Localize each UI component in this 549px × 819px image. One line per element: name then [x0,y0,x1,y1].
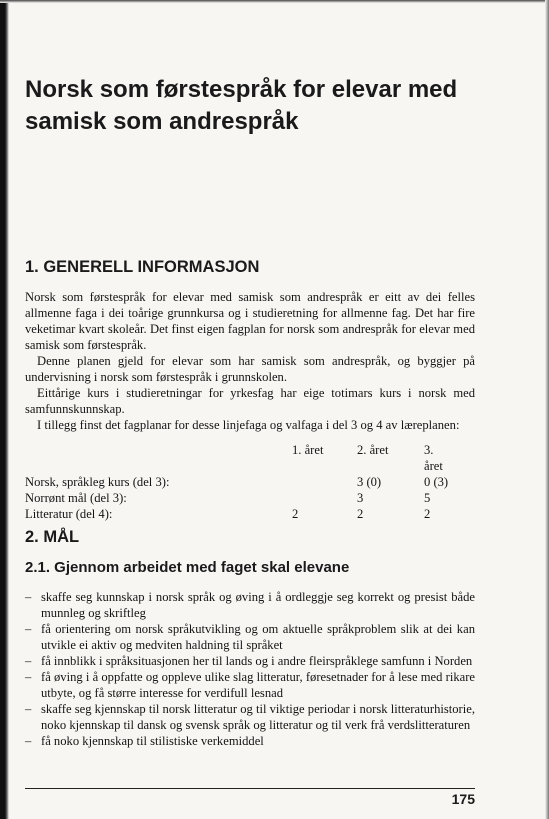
paragraph: I tillegg finst det fagplanar for desse linjefaga og valfaga i del 3 og 4 av læreplanen: [37,418,460,432]
section-heading-goals: 2. MÅL [25,528,80,546]
table-cell: 3 [357,491,364,505]
dash-bullet: – [25,622,32,636]
table-header-cell: 3. året [424,443,443,473]
table-row [25,474,455,490]
table-cell: 2 [357,507,364,521]
page-right-edge [545,0,549,819]
subsection-heading-goals: 2.1. Gjennom arbeidet med faget skal elevane [25,559,350,576]
table-cell [292,474,357,490]
table-cell: 0 (3) [424,475,449,489]
page-top-edge [0,0,549,3]
dash-bullet: – [25,590,32,604]
table-cell: 3 (0) [357,475,382,489]
table-cell: 5 [424,491,431,505]
paragraph: Eittårige kurs i studieretningar for yrkesfag har eige totimars kurs i norsk med samfunnskunnskap. [25,386,475,416]
list-item [25,589,475,621]
section-heading-general-information: 1. GENERELL INFORMASJON [25,258,260,276]
list-item-text: skaffe seg kjennskap til norsk litteratur og til viktige periodar i norsk litteraturhistorie, noko kjennskap til dansk og svensk språk og litteratur og til verk frå verdslitteraturen [41,702,475,732]
list-item [25,669,475,701]
page-number: 175 [451,791,475,807]
list-item-text: få noko kjennskap til stilistiske verkemiddel [41,734,264,748]
list-item-text: skaffe seg kunnskap i norsk språk og øving i å ordleggje seg korrekt og presist både munnleg og skriftleg [41,590,475,620]
table-cell: 2 [292,507,299,521]
goals-list [25,589,475,749]
table-cell: Norrønt mål (del 3): [25,491,127,505]
table-header-row [25,442,455,474]
dash-bullet: – [25,654,32,668]
list-item [25,653,475,669]
list-item [25,701,475,733]
table-cell: Litteratur (del 4): [25,507,113,521]
list-item-text: få orientering om norsk språkutvikling og om aktuelle språkproblem slik at dei kan utvikle ei aktiv og medviten haldning til språket [41,622,475,652]
page-title: Norsk som førstespråk for elevar med samisk som andrespråk [25,76,458,135]
table-cell: Norsk, språkleg kurs (del 3): [25,475,170,489]
list-item [25,621,475,653]
list-item [25,733,475,749]
footer-rule [25,788,475,789]
general-information-body [25,289,475,433]
course-hours-table [25,442,455,522]
paragraph: Norsk som førstespråk for elevar med samisk som andrespråk er eitt av dei felles allmenne faga i dei toårige grunnkursa og i studieretning for allmenne fag. Det har fire veketimar kvart skoleår. Det finst eigen fagplan for norsk som andrespråk for elevar med samisk som førstespråk. [25,290,475,352]
table-cell [292,490,357,506]
page-binding-edge [0,0,9,819]
table-cell: 2 [424,507,431,521]
dash-bullet: – [25,734,32,748]
table-row [25,506,455,522]
paragraph: Denne planen gjeld for elevar som har samisk som andrespråk, og byggjer på undervisning i norsk som førstespråk i grunnskolen. [25,354,475,384]
table-header-cell: 1. året [292,443,324,457]
list-item-text: få innblikk i språksituasjonen her til lands og i andre fleirspråklege samfunn i Norden [41,654,473,668]
dash-bullet: – [25,702,32,716]
table-header-cell [25,442,292,474]
list-item-text: få øving i å oppfatte og oppleve ulike slag litteratur, føresetnader for å lese med rikare utbyte, og få større interesse for verdifull lesnad [41,670,475,700]
table-header-cell: 2. året [357,443,389,457]
table-row [25,490,455,506]
dash-bullet: – [25,670,32,684]
